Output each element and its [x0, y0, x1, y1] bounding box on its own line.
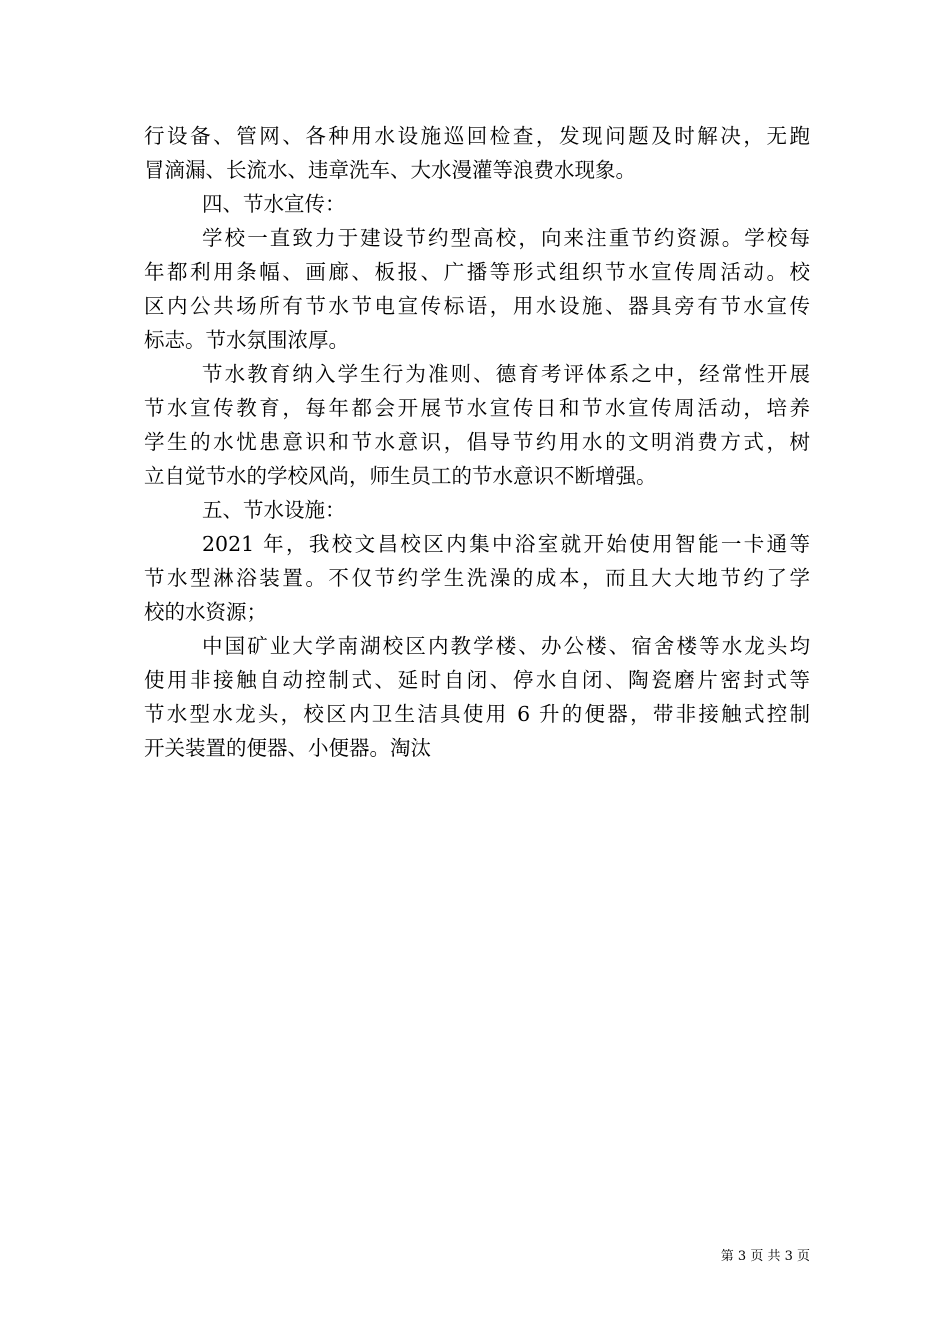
paragraph-line: 标志。节水氛围浓厚。: [144, 328, 349, 352]
paragraph-line: 2021 年，我校文昌校区内集中浴室就开始使用智能一卡通等: [202, 532, 810, 556]
paragraph-line: 使用非接触自动控制式、延时自闭、停水自闭、陶瓷磨片密封式等: [144, 668, 810, 692]
section-heading-facilities: 五、节水设施：: [202, 498, 346, 522]
paragraph-line: 区内公共场所有节水节电宣传标语，用水设施、器具旁有节水宣传: [144, 294, 810, 318]
paragraph-line: 行设备、管网、各种用水设施巡回检查，发现问题及时解决，无跑: [144, 124, 810, 148]
paragraph-line: 立自觉节水的学校风尚，师生员工的节水意识不断增强。: [144, 464, 657, 488]
paragraph-line: 节水教育纳入学生行为准则、德育考评体系之中，经常性开展: [202, 362, 810, 386]
paragraph-line: 校的水资源；: [144, 600, 267, 624]
paragraph-line: 学生的水忧患意识和节水意识，倡导节约用水的文明消费方式，树: [144, 430, 810, 454]
paragraph-line: 节水型淋浴装置。不仅节约学生洗澡的成本，而且大大地节约了学: [144, 566, 810, 590]
section-heading-publicity: 四、节水宣传：: [202, 192, 346, 216]
paragraph-line: 年都利用条幅、画廊、板报、广播等形式组织节水宣传周活动。校: [144, 260, 810, 284]
page-number-footer: 第 3 页 共 3 页: [720, 1249, 810, 1264]
paragraph-line: 开关装置的便器、小便器。淘汰: [144, 736, 431, 760]
document-body: [144, 119, 810, 765]
paragraph-line: 冒滴漏、长流水、违章洗车、大水漫灌等浪费水现象。: [144, 158, 636, 182]
paragraph-line: 中国矿业大学南湖校区内教学楼、办公楼、宿舍楼等水龙头均: [202, 634, 810, 658]
paragraph-line: 节水宣传教育，每年都会开展节水宣传日和节水宣传周活动，培养: [144, 396, 810, 420]
paragraph-line: 节水型水龙头，校区内卫生洁具使用 6 升的便器，带非接触式控制: [144, 702, 810, 726]
paragraph-line: 学校一直致力于建设节约型高校，向来注重节约资源。学校每: [202, 226, 810, 250]
